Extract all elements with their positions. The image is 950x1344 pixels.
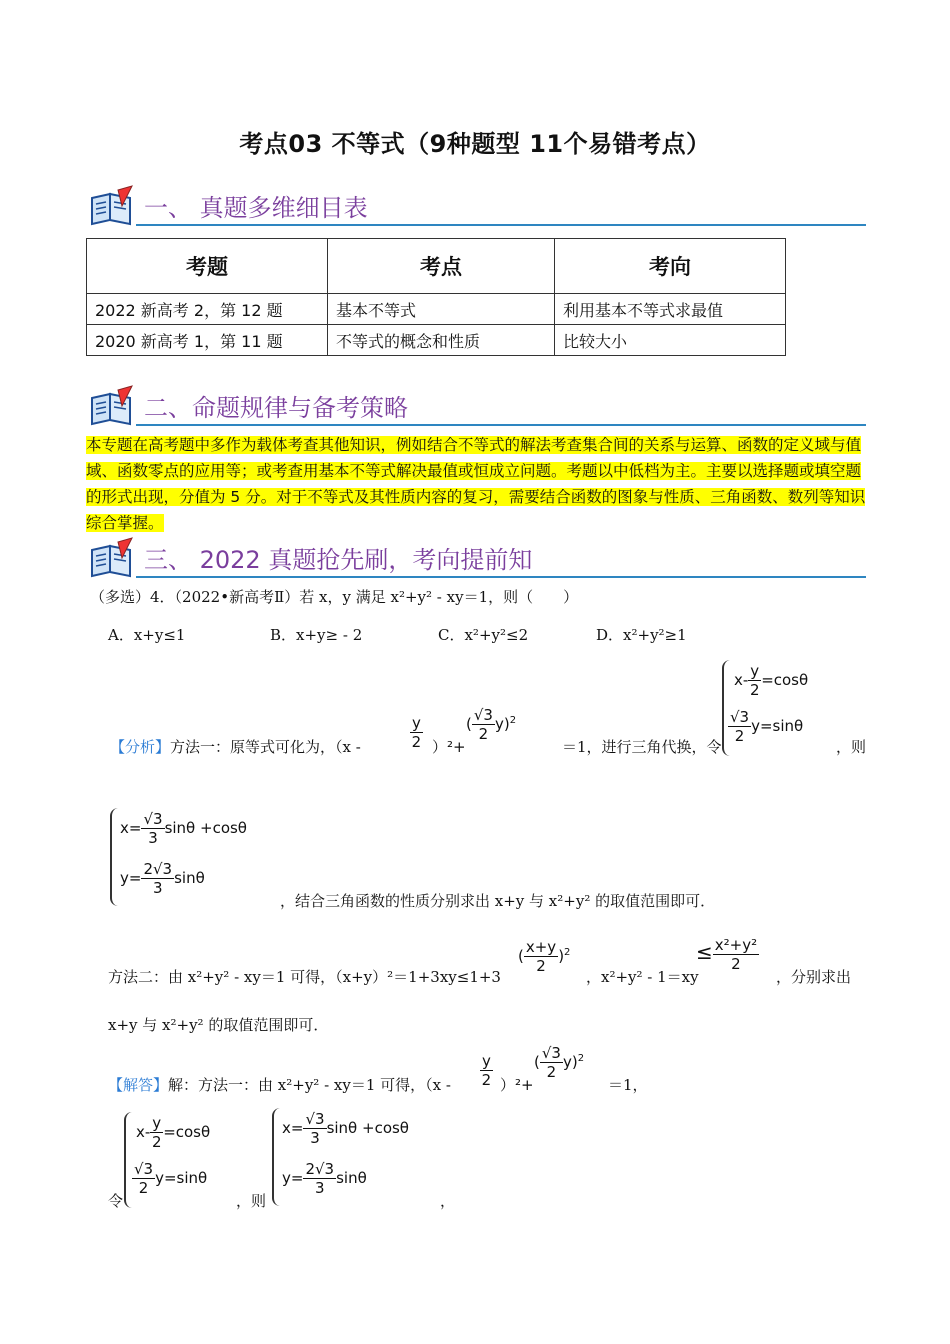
analysis-line-1	[110, 736, 361, 757]
fraction-y-over-2: $\frac{y}{2}$	[481, 1052, 492, 1089]
analysis-tag: 【分析】	[110, 738, 171, 756]
solution-then: ，则	[236, 1192, 267, 1210]
page-title: 考点03 不等式（9种题型 11个易错考点）	[239, 130, 711, 158]
problem-stem: （多选）4．（2022•新高考Ⅱ）若 x，y 满足 x²+y² - xy＝1，则（ ）	[90, 588, 579, 606]
solution-line-1	[108, 1074, 451, 1095]
sqrt3-over-2-y-squared: ( $\frac{√3}{2}$ y)$^2$	[534, 1044, 585, 1081]
solution-tag: 【解答】	[108, 1076, 169, 1094]
system-x: x= $\frac{√3}{3}$ sinθ +cosθ	[282, 1110, 409, 1147]
option-a: A．x+y≤1	[108, 626, 186, 644]
table-cell: 2020 新高考 1，第 11 题	[87, 325, 328, 356]
sqrt3-over-2-y-squared: ( $\frac{√3}{2}$ y)$^2$	[466, 706, 517, 743]
table-header: 考向	[555, 239, 786, 294]
table-cell: 不等式的概念和性质	[328, 325, 555, 356]
le-fraction: ≤ $\frac{\text{x²+y²}}{2}$	[696, 936, 758, 973]
method2-text: 方法二：由 x²+y² - xy＝1 可得，（x+y）²＝1+3xy≤1+3	[108, 968, 501, 986]
table-row	[87, 294, 786, 325]
table-header-row	[87, 239, 786, 294]
system-eq-2: $\frac{√3}{2}$ y=sinθ	[730, 708, 804, 745]
solution-comma: ，	[440, 1192, 456, 1210]
solution-text: 解：方法一：由 x²+y² - xy＝1 可得，（x -	[168, 1076, 451, 1094]
brace	[110, 808, 120, 906]
method2-text-2: ，x²+y² - 1＝xy	[586, 968, 699, 986]
table-cell: 比较大小	[555, 325, 786, 356]
math-paren: ）²+	[432, 738, 466, 756]
method2-text-3: ，分别求出	[776, 968, 852, 986]
system-y: y= $\frac{2√3}{3}$ sinθ	[282, 1160, 367, 1197]
option-b: B．x+y≥ - 2	[270, 626, 363, 644]
book-icon	[88, 384, 136, 426]
method2-text-4: x+y 与 x²+y² 的取值范围即可．	[108, 1016, 329, 1034]
analysis-text-2: ＝1，进行三角代换，令	[562, 738, 722, 756]
section-title-3: 三、 2022 真题抢先刷，考向提前知	[144, 546, 533, 574]
table-cell: 2022 新高考 2，第 12 题	[87, 294, 328, 325]
section-header-1	[88, 182, 866, 232]
system-eq-1: x- $\frac{y}{2}$ =cosθ	[136, 1114, 211, 1151]
section-header-3	[88, 534, 866, 584]
table-header: 考题	[87, 239, 328, 294]
section-title-2: 二、命题规律与备考策略	[144, 394, 408, 422]
analysis-then: ，则	[836, 738, 867, 756]
system-y: y= $\frac{2√3}{3}$ sinθ	[120, 860, 205, 897]
brace	[272, 1108, 282, 1206]
fraction-xpy-over-2: ( $\frac{x+y}{2}$ )$^2$	[518, 938, 571, 975]
system-x: x= $\frac{√3}{3}$ sinθ +cosθ	[120, 810, 247, 847]
system-eq-1: x- $\frac{y}{2}$ =cosθ	[734, 662, 809, 699]
table-row	[87, 325, 786, 356]
option-d: D．x²+y²≥1	[596, 626, 687, 644]
strategy-paragraph	[86, 432, 866, 536]
option-c: C．x²+y²≤2	[438, 626, 529, 644]
analysis-text: 方法一：原等式可化为，（x -	[170, 738, 361, 756]
section-divider	[136, 224, 866, 226]
table-cell: 利用基本不等式求最值	[555, 294, 786, 325]
book-icon	[88, 536, 136, 578]
table-header: 考点	[328, 239, 555, 294]
section-divider	[136, 576, 866, 578]
question-table	[86, 238, 786, 356]
highlighted-text: 本专题在高考题中多作为载体考查其他知识，例如结合不等式的解法考查集合间的关系与运算、函数的定义域与值域、函数零点的应用等；或考查用基本不等式解决最值或恒成立问题。考题以中低档为主。主要以选择题或填空题的形式出现，分值为 5 分。对于不等式及其性质内容的复习，需要结合函数的图象与性质、三角函数、数列等知识综合掌握。	[86, 436, 866, 532]
table-cell: 基本不等式	[328, 294, 555, 325]
math-paren: ）²+	[500, 1076, 534, 1094]
fraction-y-over-2: $\frac{y}{2}$	[411, 714, 422, 751]
solution-eq: ＝1，	[608, 1076, 648, 1094]
book-icon	[88, 184, 136, 226]
section-title-1: 一、 真题多维细目表	[144, 194, 368, 222]
section-divider	[136, 424, 866, 426]
system-eq-2: $\frac{√3}{2}$ y=sinθ	[134, 1160, 208, 1197]
solution-let: 令	[108, 1192, 124, 1210]
section-header-2	[88, 382, 866, 432]
analysis-line-2: ，结合三角函数的性质分别求出 x+y 与 x²+y² 的取值范围即可．	[280, 892, 716, 910]
